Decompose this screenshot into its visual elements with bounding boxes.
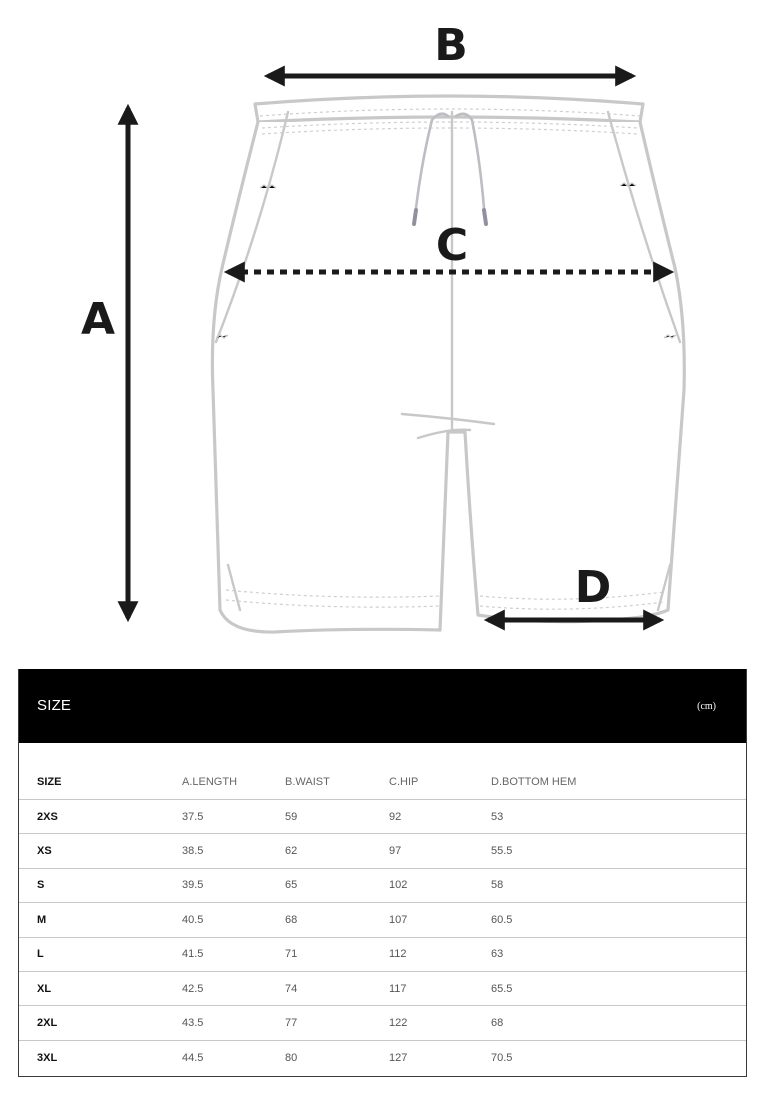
table-header-bar <box>19 669 746 743</box>
bottom-hem-cell: 68 <box>491 1017 504 1030</box>
column-header: B.WAIST <box>285 776 330 788</box>
label-b: B <box>434 20 468 71</box>
size-cell: 2XL <box>37 1017 58 1030</box>
label-d: D <box>574 562 612 613</box>
hip-cell: 117 <box>389 982 407 995</box>
length-cell: 44.5 <box>182 1051 204 1064</box>
waist-cell: 77 <box>285 1017 298 1030</box>
label-a: A <box>80 294 116 345</box>
shorts-illustration <box>212 96 684 632</box>
table-row <box>19 800 746 834</box>
bottom-hem-cell: 60.5 <box>491 913 513 926</box>
length-cell: 40.5 <box>182 913 204 926</box>
bottom-hem-cell: 63 <box>491 948 504 961</box>
table-row <box>19 869 746 903</box>
table-title: SIZE <box>37 697 72 714</box>
hip-cell: 127 <box>389 1051 408 1064</box>
waist-cell: 80 <box>285 1051 298 1064</box>
table-row <box>19 1041 746 1075</box>
waist-cell: 62 <box>285 845 298 858</box>
column-header: SIZE <box>37 776 62 788</box>
column-header: C.HIP <box>389 776 419 788</box>
hip-cell: 112 <box>389 948 407 961</box>
hip-cell: 97 <box>389 845 402 858</box>
bottom-hem-cell: 53 <box>491 810 504 823</box>
size-cell: XL <box>37 982 52 995</box>
size-cell: M <box>37 913 47 926</box>
table-row <box>19 972 746 1006</box>
column-header: A.LENGTH <box>182 776 238 788</box>
table-row <box>19 1006 746 1040</box>
length-cell: 38.5 <box>182 845 204 858</box>
waist-cell: 68 <box>285 913 298 926</box>
label-c: C <box>435 220 469 271</box>
size-cell: L <box>37 948 44 961</box>
size-cell: 3XL <box>37 1051 58 1064</box>
length-cell: 41.5 <box>182 948 204 961</box>
hip-cell: 92 <box>389 810 402 823</box>
size-cell: 2XS <box>37 810 58 823</box>
column-header-row <box>19 765 746 800</box>
hip-cell: 122 <box>389 1017 408 1030</box>
bottom-hem-cell: 55.5 <box>491 845 513 858</box>
bottom-hem-cell: 65.5 <box>491 982 513 995</box>
waist-cell: 74 <box>285 982 298 995</box>
table-row <box>19 938 746 972</box>
bottom-hem-cell: 58 <box>491 879 504 892</box>
hip-cell: 102 <box>389 879 408 892</box>
hip-cell: 107 <box>389 913 408 926</box>
size-cell: XS <box>37 845 52 858</box>
bottom-hem-cell: 70.5 <box>491 1051 513 1064</box>
length-cell: 43.5 <box>182 1017 204 1030</box>
waist-cell: 59 <box>285 810 298 823</box>
waist-cell: 65 <box>285 879 298 892</box>
length-cell: 39.5 <box>182 879 204 892</box>
size-cell: S <box>37 879 45 892</box>
waist-cell: 71 <box>285 948 298 961</box>
length-cell: 42.5 <box>182 982 204 995</box>
unit-label: (cm) <box>697 701 716 712</box>
table-row <box>19 903 746 937</box>
length-cell: 37.5 <box>182 810 204 823</box>
size-chart-table <box>18 669 747 1077</box>
table-row <box>19 834 746 868</box>
column-header: D.BOTTOM HEM <box>491 776 577 788</box>
